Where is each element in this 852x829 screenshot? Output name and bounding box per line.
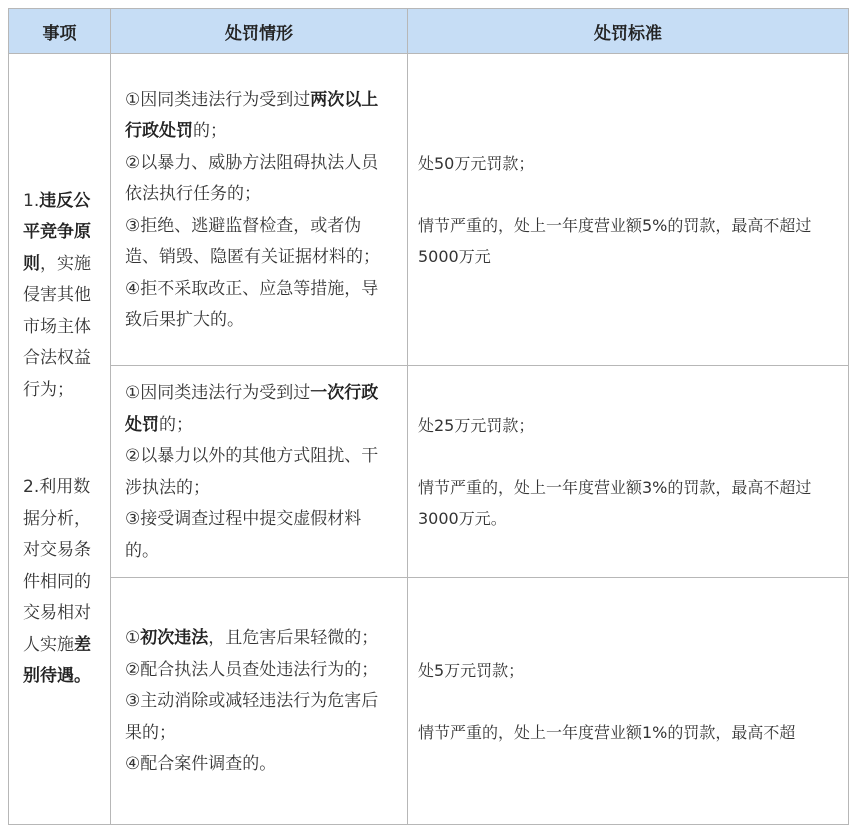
condition-bold: 初次违法 bbox=[140, 628, 209, 649]
matter-cell bbox=[9, 54, 111, 825]
standard-cell-2 bbox=[408, 366, 849, 578]
standard-cell-1 bbox=[408, 54, 849, 366]
condition-text: ①因同类违法行为受到过 bbox=[125, 89, 311, 110]
condition-text: 的； bbox=[159, 414, 193, 435]
condition-text: ① bbox=[125, 628, 141, 649]
condition-1 bbox=[125, 623, 393, 655]
condition-bold: 两次以上行政处罚 bbox=[125, 89, 379, 141]
matter-item-1-bold: 违反公平竞争原则 bbox=[23, 190, 91, 274]
standard-severe: 情节严重的，处上一年度营业额5%的罚款，最高不超过5000万元 bbox=[418, 215, 812, 266]
situation-cell-2 bbox=[111, 366, 408, 578]
matter-item-1 bbox=[23, 186, 98, 407]
header-row bbox=[9, 9, 849, 54]
matter-item-1-rest: ，实施侵害其他市场主体合法权益行为； bbox=[23, 253, 91, 400]
matter-item-2-bold: 差别待遇 bbox=[23, 634, 91, 686]
condition-2: ②配合执法人员查处违法行为的； bbox=[125, 659, 379, 680]
table-row bbox=[9, 578, 849, 825]
header-situation: 处罚情形 bbox=[111, 9, 408, 54]
condition-4: ④拒不采取改正、应急等措施，导致后果扩大的。 bbox=[125, 278, 379, 330]
condition-1 bbox=[125, 85, 393, 148]
situation-cell-3 bbox=[111, 578, 408, 825]
condition-1 bbox=[125, 378, 393, 441]
condition-text: ①因同类违法行为受到过 bbox=[125, 383, 311, 403]
matter-item-2-num: 2. bbox=[23, 477, 40, 497]
matter-item-2-end: 。 bbox=[74, 666, 91, 686]
condition-text: 的； bbox=[193, 121, 227, 141]
table-row bbox=[9, 366, 849, 578]
standard-severe: 情节严重的，处上一年度营业额3%的罚款，最高不超过3000万元。 bbox=[418, 477, 812, 528]
standard-cell-3 bbox=[408, 578, 849, 825]
standard-fine: 处50万元罚款； bbox=[418, 153, 535, 173]
matter-item-2 bbox=[23, 472, 98, 693]
condition-4: ④配合案件调查的。 bbox=[125, 754, 277, 775]
condition-3: ③接受调查过程中提交虚假材料的。 bbox=[125, 509, 362, 561]
matter-item-2-text: 利用数据分析，对交易条件相同的交易相对人实施 bbox=[23, 477, 91, 655]
header-matter: 事项 bbox=[9, 9, 111, 54]
standard-fine: 处5万元罚款； bbox=[418, 660, 525, 680]
table-row bbox=[9, 54, 849, 366]
condition-3: ③拒绝、逃避监督检查，或者伪造、销毁、隐匿有关证据材料的； bbox=[125, 215, 380, 267]
standard-severe: 情节严重的，处上一年度营业额1%的罚款，最高不超 bbox=[418, 722, 796, 742]
matter-item-1-num: 1. bbox=[23, 190, 40, 211]
condition-2: ②以暴力、威胁方法阻碍执法人员依法执行任务的； bbox=[125, 152, 379, 204]
condition-2: ②以暴力以外的其他方式阻扰、干涉执法的； bbox=[125, 446, 379, 498]
standard-fine: 处25万元罚款； bbox=[418, 415, 535, 435]
condition-text: ，且危害后果轻微的； bbox=[208, 628, 379, 649]
penalty-table bbox=[8, 8, 849, 825]
situation-cell-1 bbox=[111, 54, 408, 366]
condition-3: ③主动消除或减轻违法行为危害后果的； bbox=[125, 691, 379, 743]
header-standard: 处罚标准 bbox=[408, 9, 849, 54]
condition-bold: 一次行政处罚 bbox=[125, 383, 379, 435]
